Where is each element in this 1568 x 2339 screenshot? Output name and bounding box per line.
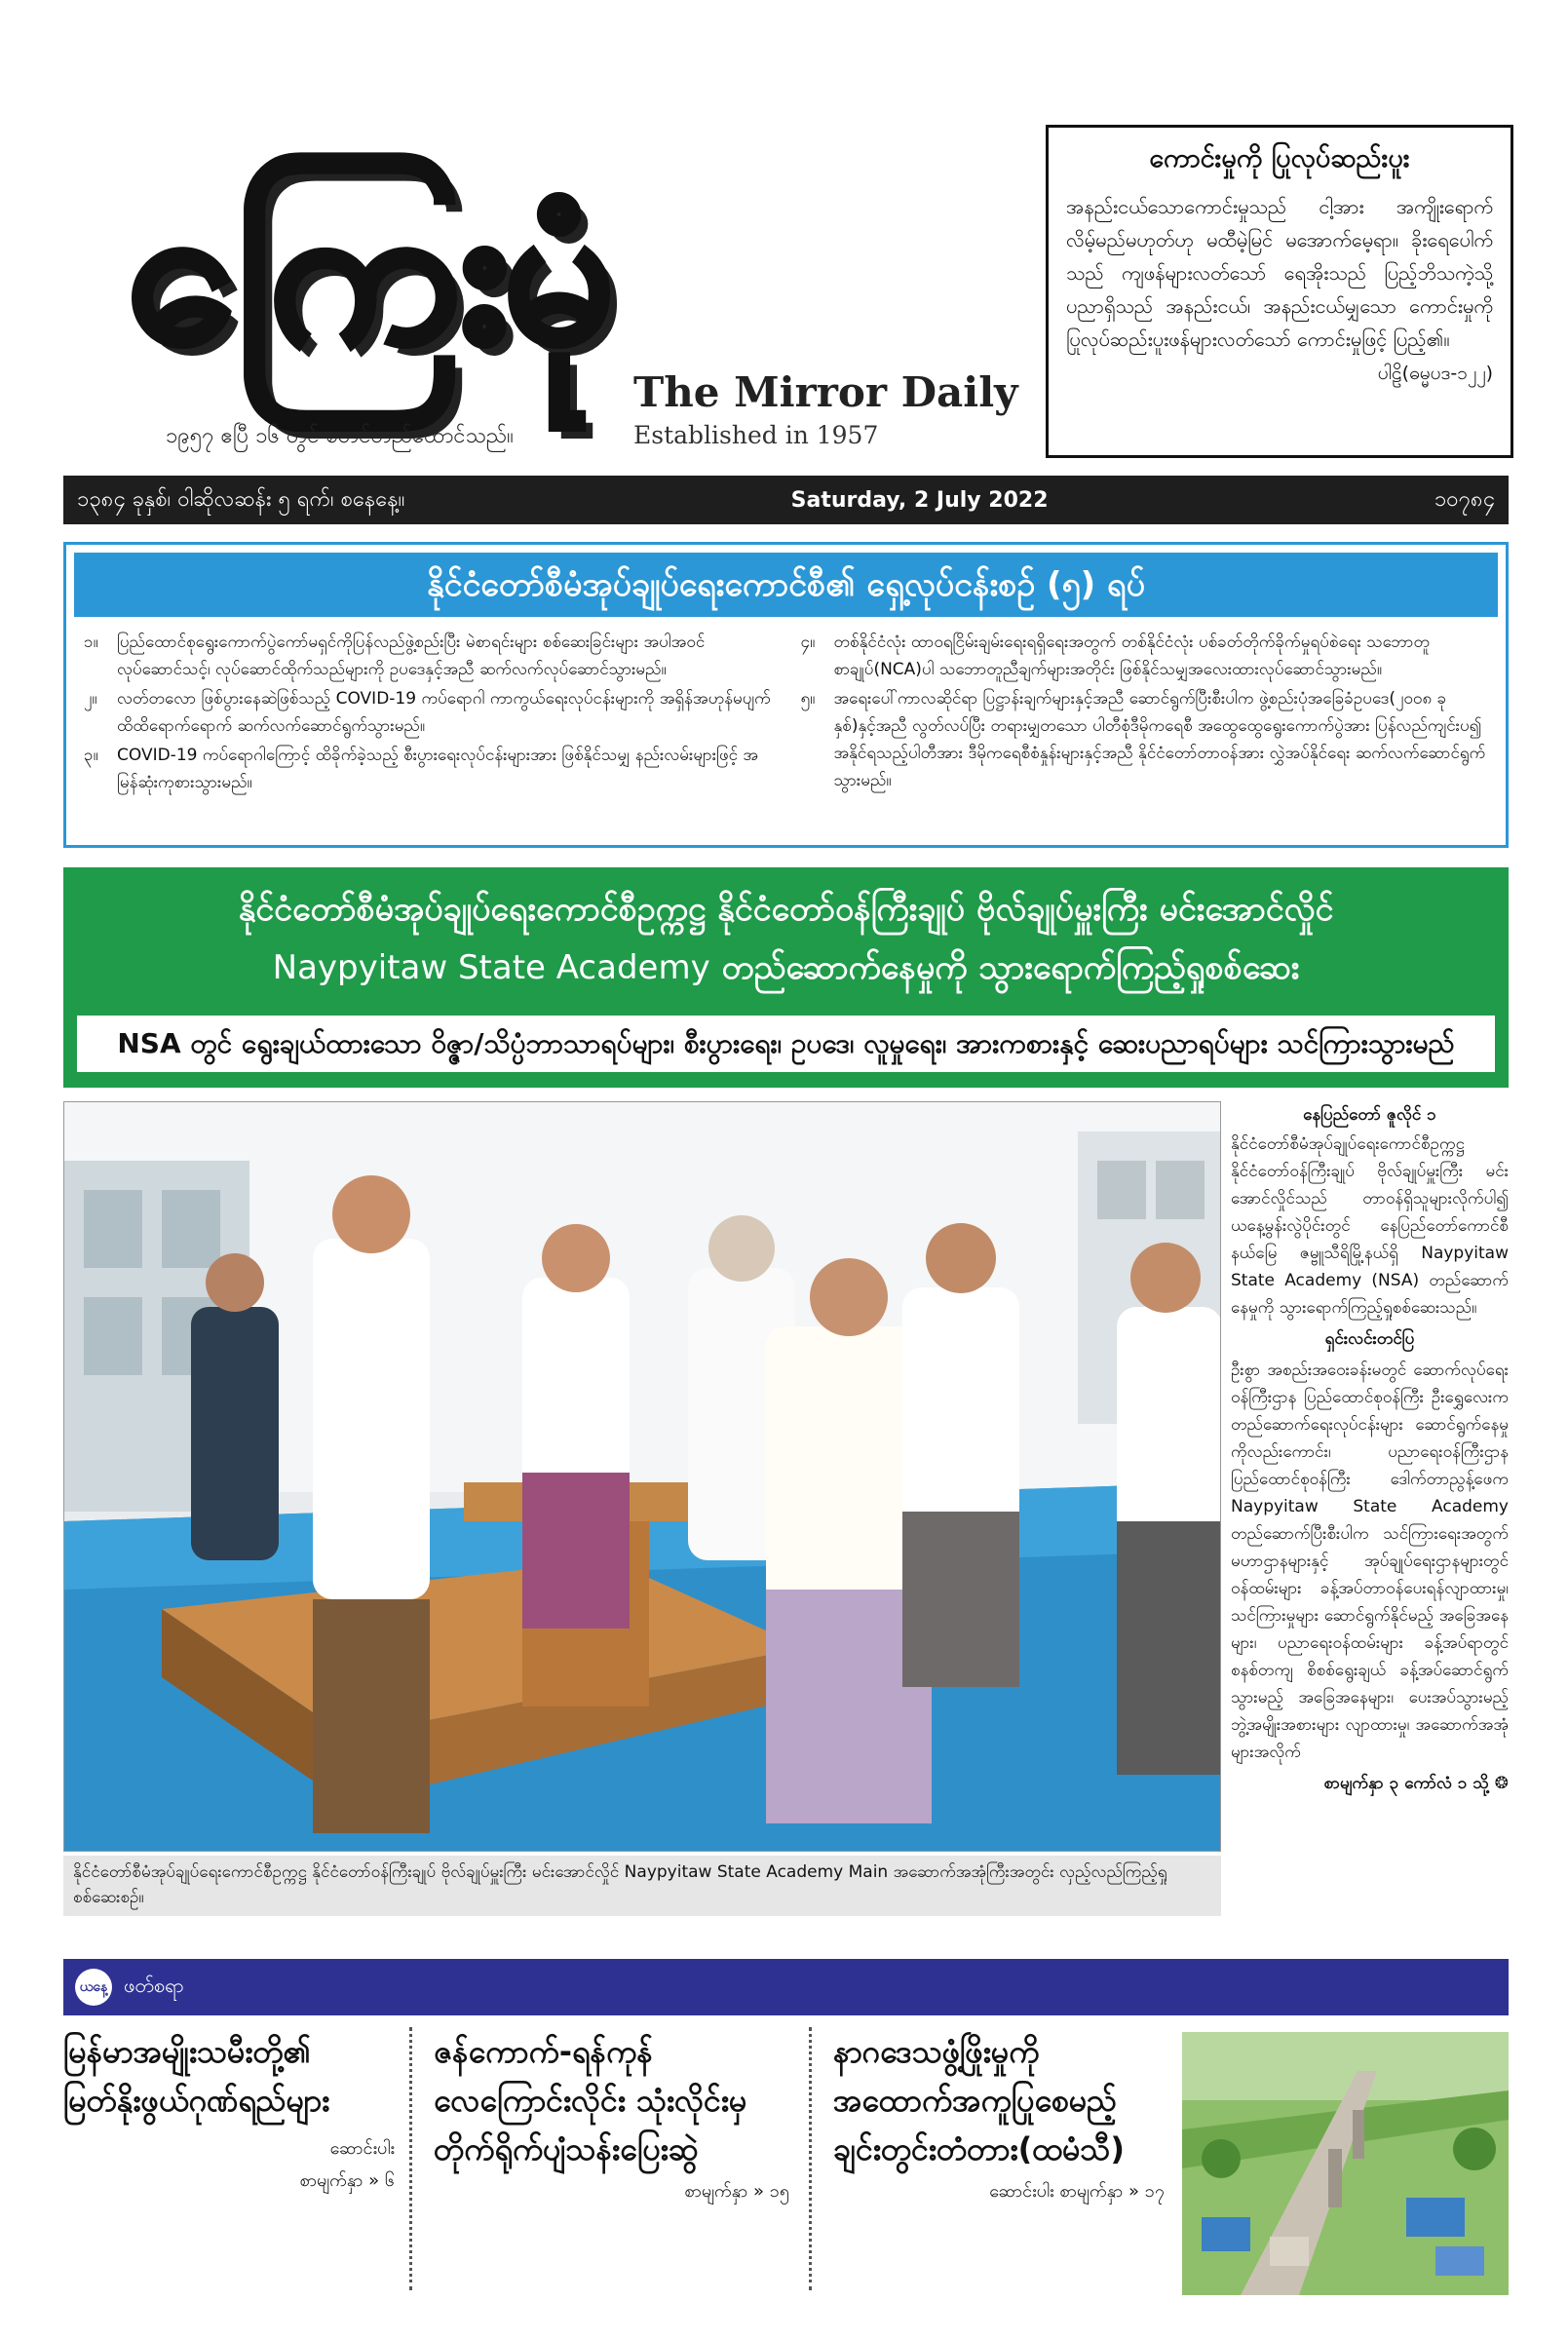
today-badge: ယနေ့ [75, 1969, 112, 2006]
policy-item-number: ၅။ [800, 689, 816, 709]
teaser-headline: မြန်မာအမျိုးသမီးတို့၏ မြတ်နိုးဖွယ်ဂုဏ်ရည်များ [63, 2033, 330, 2119]
end-mark-icon: ❂ [1494, 1774, 1509, 1793]
issue-date: Saturday, 2 July 2022 [790, 487, 1049, 513]
policy-column-right [801, 629, 1489, 798]
headline-line-1: နိုင်ငံတော်စီမံအုပ်ချုပ်ရေးကောင်စီဥက္ကဋ္ဌ နိုင်ငံတော်ဝန်ကြီးချုပ် ဗိုလ်ချုပ်မှူးကြီး မင်းအောင်လှိုင် [238, 890, 1334, 929]
policy-item [801, 629, 1489, 683]
teaser-1[interactable] [63, 2027, 395, 2310]
bridge-thumbnail[interactable] [1182, 2032, 1509, 2295]
policy-box [63, 542, 1509, 848]
photo-caption: နိုင်ငံတော်စီမံအုပ်ချုပ်ရေးကောင်စီဥက္ကဋ္ဌ နိုင်ငံတော်ဝန်ကြီးချုပ် ဗိုလ်ချုပ်မှူးကြီး မင်းအောင်လှိုင် Naypyitaw State Academy Main အဆောက်အအုံကြီးအတွင်း လှည့်လည်ကြည့်ရှုစစ်ဆေးစဉ်။ [63, 1856, 1221, 1916]
quote-title: ကောင်းမှုကို ပြုလုပ်ဆည်းပူး [1149, 143, 1410, 173]
teaser-3[interactable] [833, 2027, 1165, 2310]
date-bar [63, 476, 1509, 524]
teaser-2[interactable] [434, 2027, 789, 2310]
headline-line-2 [63, 945, 1509, 995]
masthead-logo [127, 136, 653, 448]
teaser-page: စာမျက်နှာ » ၆ [299, 2170, 395, 2191]
headline-line-2-text: တည်ဆောက်နေမှုကို သွားရောက်ကြည့်ရှုစစ်ဆေး [709, 948, 1300, 987]
established-en: Established in 1957 [633, 421, 879, 449]
continued-label: စာမျက်နှာ ၃ ကော်လံ ၁ သို့ [1323, 1774, 1489, 1793]
teaser-type: ဆောင်းပါး [329, 2138, 395, 2159]
article-continued[interactable] [1231, 1770, 1509, 1797]
logo-title: ကြေးမုံ [127, 158, 609, 387]
policy-item-text: လတ်တလော ဖြစ်ပွားနေဆဲဖြစ်သည့် COVID-19 ကပ်ရောဂါ ကာကွယ်ရေးလုပ်ငန်းများကို အရှိန်အဟုန်မပျက် ထိထိရောက်ရောက် ဆက်လက်ဆောင်ရွက်သွားမည်။ [117, 689, 771, 736]
main-headline-banner [63, 867, 1509, 1088]
photo-illustration [64, 1102, 1221, 1852]
teaser-page: စာမျက်နှာ » ၁၅ [684, 2181, 789, 2202]
policy-item-text: အရေးပေါ်ကာလဆိုင်ရာ ပြဋ္ဌာန်းချက်များနှင့်အညီ ဆောင်ရွက်ပြီးစီးပါက ဖွဲ့စည်းပုံအခြေခံဥပဒေ(၂၀၀၈ ခုနှစ်)နှင့်အညီ လွတ်လပ်ပြီး တရားမျှတသော ပါတီစုံဒီမိုကရေစီ အထွေထွေရွေးကောက်ပွဲအား ပြန်လည်ကျင်းပ၍ အနိုင်ရသည့်ပါတီအား ဒီမိုကရေစီစံနှုန်းများနှင့်အညီ နိုင်ငံတော်တာဝန်အား လွှဲအပ်နိုင်ရေး ဆက်လက်ဆောင်ရွက်သွားမည်။ [833, 689, 1486, 790]
policy-title: နိုင်ငံတော်စီမံအုပ်ချုပ်ရေးကောင်စီ၏ ရှေ့လုပ်ငန်းစဉ် (၅) ရပ် [74, 553, 1498, 617]
policy-item-number: ၂။ [84, 689, 97, 709]
bridge-illustration [1182, 2032, 1509, 2295]
lead-photo [63, 1101, 1221, 1852]
policy-item [84, 685, 772, 740]
quote-body: အနည်းငယ်သောကောင်းမှုသည် ငါ့အား အကျိုးရောက်လိမ့်မည်မဟုတ်ဟု မထီမဲ့မြင် မအောက်မေ့ရာ။ ခိုးရေပေါက်သည် ကျဖန်များလတ်သော် ရေအိုးသည် ပြည့်ဘိသကဲ့သို့ ပညာရှိသည် အနည်းငယ်၊ အနည်းငယ်မျှသော ကောင်းမှုကို ပြုလုပ်ဆည်းပူးဖန်များလတ်သော် ကောင်းမှုဖြင့် ပြည့်၏။ [1066, 195, 1493, 351]
policy-item [84, 742, 772, 796]
today-reads-bar [63, 1959, 1509, 2015]
policy-item-text: ပြည်ထောင်စုရွေးကောက်ပွဲကော်မရှင်ကိုပြန်လည်ဖွဲ့စည်းပြီး မဲစာရင်းများ စစ်ဆေးခြင်းများ အပါအဝင် လုပ်ဆောင်သင့်၊ လုပ်ဆောင်ထိုက်သည်များကို ဥပဒေနှင့်အညီ ဆက်လက်လုပ်ဆောင်သွားမည်။ [117, 633, 706, 679]
lunar-date: ၁၃၈၄ ခုနှစ်၊ ဝါဆိုလဆန်း ၅ ရက်၊ စနေနေ့။ [77, 486, 405, 512]
article-paragraph-1: နိုင်ငံတော်စီမံအုပ်ချုပ်ရေးကောင်စီဥက္ကဋ္ဌ နိုင်ငံတော်ဝန်ကြီးချုပ် ဗိုလ်ချုပ်မှူးကြီး မင်းအောင်လှိုင်သည် တာဝန်ရှိသူများလိုက်ပါ၍ ယနေ့မွန်းလွဲပိုင်းတွင် နေပြည်တော်ကောင်စီနယ်မြေ ဇမ္ဗူသီရိမြို့နယ်ရှိ Naypyitaw State Academy (NSA) တည်ဆောက်နေမှုကို သွားရောက်ကြည့်ရှုစစ်ဆေးသည်။ [1231, 1134, 1509, 1318]
lead-article [1231, 1101, 1509, 1930]
issue-number: ၁၀၇၈၄ [1434, 486, 1495, 512]
policy-item [84, 629, 772, 683]
article-subhead: ရှင်းလင်းတင်ပြ [1324, 1329, 1415, 1349]
policy-column-left [84, 629, 772, 798]
article-dateline: နေပြည်တော် ဇူလိုင် ၁ [1303, 1105, 1436, 1125]
article-paragraph-2: ဦးစွာ အစည်းအဝေးခန်းမတွင် ဆောက်လုပ်ရေးဝန်ကြီးဌာန ပြည်ထောင်စုဝန်ကြီး ဦးရွှေလေးက တည်ဆောက်ရေးလုပ်ငန်းများ ဆောင်ရွက်နေမှုကိုလည်းကောင်း၊ ပညာရေးဝန်ကြီးဌာန ပြည်ထောင်စုဝန်ကြီး ဒေါက်တာညွန့်ဖေက Naypyitaw State Academy တည်ဆောက်ပြီးစီးပါက သင်ကြားရေးအတွက် မဟာဌာနများနှင့် အုပ်ချုပ်ရေးဌာနများတွင် ဝန်ထမ်းများ ခန့်အပ်တာဝန်ပေးရန်လျာထားမှု၊ သင်ကြားမှုများ ဆောင်ရွက်နိုင်မည့် အခြေအနေများ၊ ပညာရေးဝန်ထမ်းများ ခန့်အပ်ရာတွင် စနစ်တကျ စိစစ်ရွေးချယ် ခန့်အပ်ဆောင်ရွက်သွားမည့် အခြေအနေများ၊ ပေးအပ်သွားမည့် ဘွဲ့အမျိုးအစားများ လျာထားမှု၊ အဆောက်အအုံများအလိုက် [1231, 1361, 1509, 1762]
column-divider [809, 2027, 812, 2290]
headline-academy-name: Naypyitaw State Academy [272, 948, 710, 987]
quote-source: ပါဠိ(ဓမ္မပဒ-၁၂၂) [1377, 363, 1493, 384]
policy-list [74, 617, 1498, 798]
teaser-headline: နာဂဒေသဖွံ့ဖြိုးမှုကို အထောက်အကူပြုစေမည့် ချင်းတွင်းတံတား(ထမံသီ) [833, 2033, 1125, 2167]
policy-item-text: COVID-19 ကပ်ရောဂါကြောင့် ထိခိုက်ခဲ့သည့် စီးပွားရေးလုပ်ငန်းများအား ဖြစ်နိုင်သမျှ နည်းလမ်းများဖြင့် အမြန်ဆုံးကုစားသွားမည်။ [117, 746, 759, 792]
column-divider [409, 2027, 412, 2290]
brand-name-en: The Mirror Daily [633, 368, 1018, 416]
policy-item [801, 685, 1489, 794]
established-mm: ၁၉၅၇ ဧပြီ ၁၆ တွင် စတင်တည်ထောင်သည်။ [166, 424, 514, 448]
headline-subtitle: NSA တွင် ရွေးချယ်ထားသော ဝိဇ္ဇာ/သိပ္ပံဘာသာရပ်များ၊ စီးပွားရေး၊ ဥပဒေ၊ လူမှုရေး၊ အားကစားနှင့် ဆေးပညာရပ်များ သင်ကြားသွားမည် [75, 1014, 1497, 1074]
teaser-page: ဆောင်းပါး စာမျက်နှာ » ၁၇ [989, 2181, 1165, 2202]
policy-item-number: ၄။ [800, 633, 816, 652]
policy-item-text: တစ်နိုင်ငံလုံး ထာဝရငြိမ်းချမ်းရေးရရှိရေးအတွက် တစ်နိုင်ငံလုံး ပစ်ခတ်တိုက်ခိုက်မှုရပ်စဲရေး သဘောတူစာချုပ်(NCA)ပါ သဘောတူညီချက်များအတိုင်း ဖြစ်နိုင်သမျှအလေးထားလုပ်ဆောင်သွားမည်။ [833, 633, 1431, 679]
quote-box [1046, 125, 1513, 458]
teaser-headline: ဇန်ကောက်-ရန်ကုန် လေကြောင်းလိုင်း သုံးလိုင်းမှ တိုက်ရိုက်ပျံသန်းပြေးဆွဲ [434, 2033, 747, 2167]
policy-item-number: ၁။ [84, 633, 98, 652]
today-reads-label: ဖတ်စရာ [124, 1974, 184, 1997]
policy-item-number: ၃။ [84, 746, 98, 765]
